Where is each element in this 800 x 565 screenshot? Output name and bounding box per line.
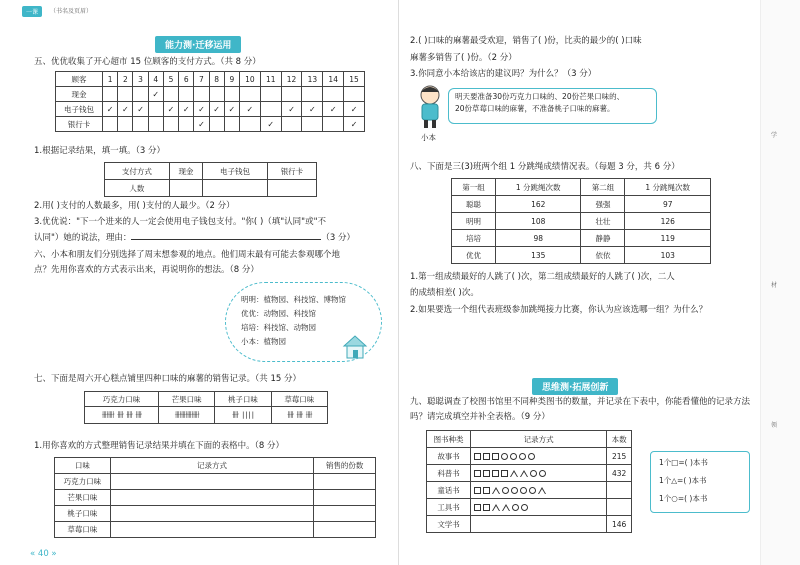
book-count: 215: [607, 448, 632, 465]
flavor-label: 草莓口味: [55, 522, 111, 538]
square-icon: [474, 487, 481, 494]
column-header: 电子钱包: [203, 163, 268, 180]
customer-15: 15: [344, 72, 365, 87]
circle-icon: [502, 487, 509, 494]
legend-triangle: 1个△=( )本书: [659, 476, 707, 485]
q7-title: 七、下面是周六开心糕点铺里四种口味的麻薯的销售记录。（共 15 分）: [34, 374, 301, 384]
empty-cell: [133, 117, 148, 132]
record-method-col-header: 记录方式: [110, 458, 314, 474]
circle-icon: [512, 504, 519, 511]
record-shapes: [471, 448, 607, 465]
flavor-label: 巧克力口味: [55, 474, 111, 490]
book-count[interactable]: [607, 482, 632, 499]
empty-cell: [323, 87, 344, 102]
record-method-header: 记录方式: [471, 431, 607, 448]
table-header-row: [105, 163, 317, 180]
check-mark: ✓: [194, 102, 209, 117]
check-mark: ✓: [194, 117, 209, 132]
empty-cell: [103, 87, 118, 102]
empty-cell: [224, 117, 239, 132]
empty-cell: [163, 117, 178, 132]
page-number-left: « 40 »: [30, 549, 57, 559]
jump-count: 103: [625, 247, 711, 264]
triangle-icon: [492, 504, 500, 511]
q5-sub3-reason-label: 认同"）她的说法，理由：: [34, 233, 132, 243]
empty-cell: [344, 87, 365, 102]
student-name: 培培: [452, 230, 496, 247]
flavor-header: 草莓口味: [271, 392, 327, 407]
customer-7: 7: [194, 72, 209, 87]
customer-4: 4: [148, 72, 163, 87]
circle-icon: [520, 487, 527, 494]
student-name: 明明: [452, 213, 496, 230]
book-count: 146: [607, 516, 632, 533]
speech-line-1: 明天要准备30份巧克力口味的、20份芒果口味的、: [455, 92, 625, 101]
mochi-sales-tally-table: [84, 391, 328, 424]
check-mark: ✓: [103, 102, 118, 117]
check-mark: ✓: [133, 102, 148, 117]
table-row: [105, 180, 317, 197]
customer-11: 11: [260, 72, 281, 87]
q5-sub1: 1.根据记录结果，填一填。（3 分）: [34, 146, 165, 156]
triangle-icon: [510, 470, 518, 477]
sales-count-blank[interactable]: [314, 490, 376, 506]
sales-count-col-header: 销售的份数: [314, 458, 376, 474]
side-mark-2: 材: [771, 282, 778, 289]
triangle-icon: [538, 487, 546, 494]
circle-icon: [539, 470, 546, 477]
table-row: [452, 213, 711, 230]
triangle-icon: [492, 487, 500, 494]
legend-circle: 1个○=( )本书: [659, 494, 708, 503]
destination-mingming: 明明：植物园、科技馆、博物馆: [241, 295, 346, 304]
table-row: [85, 407, 328, 424]
q7-sub1: 1.用你喜欢的方式整理销售记录结果并填在下面的表格中。（8 分）: [34, 441, 284, 451]
book-count: 432: [607, 465, 632, 482]
customer-5: 5: [163, 72, 178, 87]
tally-marks: 卌 卌 卌: [271, 407, 327, 424]
table-row: [56, 87, 365, 102]
jump-rope-table: [451, 178, 711, 264]
square-icon: [483, 504, 490, 511]
empty-cell: [302, 117, 323, 132]
record-method-blank[interactable]: [110, 506, 314, 522]
circle-icon: [528, 453, 535, 460]
check-mark: ✓: [179, 102, 194, 117]
column-header: 现金: [169, 163, 202, 180]
payment-method-label: 现金: [56, 87, 103, 102]
q7-sub3: 3.你同意小本给该店的建议吗？为什么？（3 分）: [410, 69, 597, 79]
side-band: [760, 0, 800, 565]
jump-count: 108: [496, 213, 581, 230]
empty-cell: [148, 102, 163, 117]
circle-icon: [510, 453, 517, 460]
empty-cell: [239, 117, 260, 132]
table-header-row: [452, 179, 711, 196]
table-row: [56, 102, 365, 117]
square-icon: [483, 487, 490, 494]
tally-marks: 卌 ||||: [215, 407, 271, 424]
square-icon: [483, 453, 490, 460]
q9-line1: 九、聪聪调查了校图书馆里不同种类图书的数量，并记录在下表中，你能看懂他的记录方法: [410, 397, 751, 407]
check-mark: ✓: [281, 102, 302, 117]
customer-14: 14: [323, 72, 344, 87]
square-icon: [492, 470, 499, 477]
jump-count: 98: [496, 230, 581, 247]
flavor-header: 芒果口味: [158, 392, 214, 407]
q5-reason-blank[interactable]: [131, 239, 321, 240]
check-mark: ✓: [118, 102, 133, 117]
circle-icon: [501, 453, 508, 460]
destination-youyou: 优优：动物园、科技馆: [241, 309, 316, 318]
circle-icon: [521, 504, 528, 511]
payment-count-table: [104, 162, 317, 197]
book-kind: 故事书: [427, 448, 471, 465]
table-row: [56, 117, 365, 132]
table-header-row: [55, 458, 376, 474]
student-name: 聪聪: [452, 196, 496, 213]
empty-cell: [239, 87, 260, 102]
check-mark: ✓: [344, 102, 365, 117]
section-banner-thinking: 思维测·拓展创新: [532, 378, 618, 395]
payment-record-table: [55, 71, 365, 132]
table-row: [452, 247, 711, 264]
empty-cell: [179, 87, 194, 102]
check-mark: ✓: [163, 102, 178, 117]
book-kind: 童话书: [427, 482, 471, 499]
empty-cell: [163, 87, 178, 102]
empty-cell: [323, 117, 344, 132]
check-mark: ✓: [224, 102, 239, 117]
table-header-row: [427, 431, 632, 448]
check-mark: ✓: [302, 102, 323, 117]
circle-icon: [519, 453, 526, 460]
check-mark: ✓: [260, 117, 281, 132]
flavor-header: 巧克力口味: [85, 392, 159, 407]
student-name: 依依: [581, 247, 625, 264]
empty-cell: [260, 87, 281, 102]
table-header-row: [85, 392, 328, 407]
book-count-header: 本数: [607, 431, 632, 448]
table-row: [427, 465, 632, 482]
jump-count: 97: [625, 196, 711, 213]
record-shapes: [471, 482, 607, 499]
empty-cell: [281, 117, 302, 132]
sales-count-blank[interactable]: [314, 474, 376, 490]
answer-cell[interactable]: [203, 180, 268, 197]
row-label: 人数: [105, 180, 170, 197]
student-name: 强强: [581, 196, 625, 213]
q8-sub1-line2: 的成绩相差( )次。: [410, 288, 479, 298]
page-number: 40: [37, 549, 49, 559]
square-icon: [474, 470, 481, 477]
payment-method-label: 电子钱包: [56, 102, 103, 117]
table-row: [452, 230, 711, 247]
table-row: [55, 506, 376, 522]
table-row: [55, 490, 376, 506]
customer-1: 1: [103, 72, 118, 87]
empty-cell: [302, 87, 323, 102]
answer-cell[interactable]: [169, 180, 202, 197]
customer-6: 6: [179, 72, 194, 87]
book-kind-header: 图书种类: [427, 431, 471, 448]
circle-icon: [511, 487, 518, 494]
q8-title: 八、下面是三(3)班两个组 1 分跳绳成绩情况表。（每题 3 分，共 6 分）: [410, 162, 680, 172]
q5-sub3-line1: 3.优优说："下一个进来的人一定会使用电子钱包支付。"你( )（填"认同"或"不: [34, 217, 326, 227]
record-shapes[interactable]: [471, 516, 607, 533]
xiaoben-avatar-icon: [412, 82, 448, 130]
column-header: 支付方式: [105, 163, 170, 180]
q7-sub2-line1: 2.( )口味的麻薯最受欢迎，销售了( )份，比卖的最少的( )口味: [410, 36, 642, 46]
empty-cell: [179, 117, 194, 132]
q9-line2: 吗？请完成填空并补全表格。（9 分）: [410, 412, 550, 422]
circle-icon: [529, 487, 536, 494]
jump-count: 135: [496, 247, 581, 264]
empty-cell: [118, 87, 133, 102]
flavor-label: 芒果口味: [55, 490, 111, 506]
tally-marks: 卌卌 卌 卌 卌: [85, 407, 159, 424]
table-row: [452, 196, 711, 213]
q6-line2: 点？先用你喜欢的方式表示出来，再说明你的想法。（8 分）: [34, 265, 259, 275]
answer-cell[interactable]: [267, 180, 316, 197]
table-row: [55, 474, 376, 490]
table-header-row: [56, 72, 365, 87]
square-icon: [501, 470, 508, 477]
jump-count: 162: [496, 196, 581, 213]
side-mark-1: 学: [771, 132, 778, 139]
record-method-blank[interactable]: [110, 474, 314, 490]
empty-cell: [281, 87, 302, 102]
check-mark: ✓: [344, 117, 365, 132]
customer-12: 12: [281, 72, 302, 87]
record-method-blank[interactable]: [110, 522, 314, 538]
q8-sub2: 2.如果要选一个组代表班级参加跳绳接力比赛，你认为应该选哪一组？为什么？: [410, 305, 708, 315]
table-row: [427, 482, 632, 499]
check-mark: ✓: [148, 87, 163, 102]
sales-count-blank[interactable]: [314, 522, 376, 538]
book-kind: 科普书: [427, 465, 471, 482]
table-row: [427, 448, 632, 465]
triangle-icon: [520, 470, 528, 477]
flavor-label: 桃子口味: [55, 506, 111, 522]
table-row: [427, 499, 632, 516]
customer-8: 8: [209, 72, 224, 87]
q5-title: 五、优优收集了开心超市 15 位顾客的支付方式。（共 8 分）: [34, 57, 261, 67]
table-row: [55, 522, 376, 538]
customer-13: 13: [302, 72, 323, 87]
shape-legend-box: [650, 451, 750, 513]
mochi-sales-summary-table[interactable]: [54, 457, 376, 538]
header-tag: 一课: [22, 6, 42, 17]
customer-10: 10: [239, 72, 260, 87]
record-shapes: [471, 465, 607, 482]
xiaoben-speech-bubble: [448, 88, 657, 124]
destination-list: [241, 293, 346, 349]
side-mark-3: 领: [771, 422, 778, 429]
column-header: 1 分跳绳次数: [496, 179, 581, 196]
sales-count-blank[interactable]: [314, 506, 376, 522]
customer-3: 3: [133, 72, 148, 87]
legend-square: 1个□=( )本书: [659, 458, 708, 467]
jump-count: 126: [625, 213, 711, 230]
column-header: 银行卡: [267, 163, 316, 180]
header-note: （书名及页眉）: [50, 8, 93, 15]
check-mark: ✓: [239, 102, 260, 117]
record-method-blank[interactable]: [110, 490, 314, 506]
empty-cell: [209, 117, 224, 132]
customer-9: 9: [224, 72, 239, 87]
tally-marks: 卌卌卌卌: [158, 407, 214, 424]
empty-cell: [118, 117, 133, 132]
circle-icon: [530, 470, 537, 477]
q5-sub3-points: （3 分）: [321, 233, 356, 243]
column-header: 1 分跳绳次数: [625, 179, 711, 196]
column-header: 第二组: [581, 179, 625, 196]
empty-cell: [133, 87, 148, 102]
q7-sub2-line2: 麻薯多销售了( )份。（2 分）: [410, 53, 517, 63]
customer-2: 2: [118, 72, 133, 87]
square-icon: [483, 470, 490, 477]
book-count[interactable]: [607, 499, 632, 516]
house-icon: [340, 333, 370, 363]
check-mark: ✓: [323, 102, 344, 117]
square-icon: [474, 453, 481, 460]
q5-sub2: 2.用( )支付的人数最多，用( )支付的人最少。（2 分）: [34, 201, 235, 211]
jump-count: 119: [625, 230, 711, 247]
payment-method-label: 银行卡: [56, 117, 103, 132]
book-kind: 工具书: [427, 499, 471, 516]
customer-header: 顾客: [56, 72, 103, 87]
speech-line-2: 20份草莓口味的麻薯，不准备桃子口味的麻薯。: [455, 104, 615, 113]
xiaoben-name: 小本: [421, 133, 436, 142]
square-icon: [474, 504, 481, 511]
empty-cell: [148, 117, 163, 132]
column-header: 第一组: [452, 179, 496, 196]
square-icon: [492, 453, 499, 460]
book-record-table[interactable]: [426, 430, 632, 533]
q6-line1: 六、小本和朋友们分别选择了周末想参观的地点。他们周末最有可能去参观哪个地: [34, 250, 341, 260]
empty-cell: [260, 102, 281, 117]
triangle-icon: [502, 504, 510, 511]
empty-cell: [224, 87, 239, 102]
empty-cell: [209, 87, 224, 102]
q5-sub3-line2: [34, 233, 355, 244]
q8-sub1-line1: 1.第一组成绩最好的人跳了( )次，第二组成绩最好的人跳了( )次，二人: [410, 272, 675, 282]
destination-peipei: 培培：科技馆、动物园: [241, 323, 316, 332]
flavor-col-header: 口味: [55, 458, 111, 474]
check-mark: ✓: [209, 102, 224, 117]
page-divider: [398, 0, 399, 565]
student-name: 静静: [581, 230, 625, 247]
table-row: [427, 516, 632, 533]
book-kind: 文学书: [427, 516, 471, 533]
flavor-header: 桃子口味: [215, 392, 271, 407]
record-shapes: [471, 499, 607, 516]
destination-xiaoben: 小本：植物园: [241, 337, 286, 346]
empty-cell: [194, 87, 209, 102]
student-name: 壮壮: [581, 213, 625, 230]
student-name: 优优: [452, 247, 496, 264]
section-banner-ability: 能力测·迁移运用: [155, 36, 241, 53]
empty-cell: [103, 117, 118, 132]
